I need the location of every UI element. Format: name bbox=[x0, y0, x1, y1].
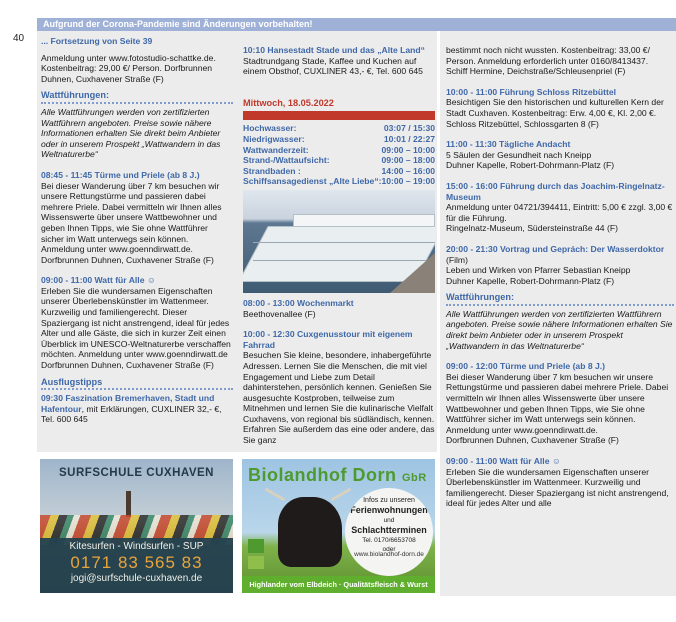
event-text: Erleben Sie die wundersamen Eigenschaften unserer Überlebenskünstler im Wattenmeer. Kurzweilig und familiengerecht. Dieser Spaziergang ist nicht anstrengend, ideal für jedes Alter und alle bbox=[446, 466, 669, 509]
ad-bio-title: Biolandhof Dorn GbR bbox=[248, 465, 427, 485]
tide-row bbox=[243, 145, 435, 156]
tide-row bbox=[243, 134, 435, 145]
tide-label: Niedrigwasser: bbox=[243, 133, 305, 144]
event-text: Besuchen Sie kleine, besondere, inhabergeführte Adressen. Lernen Sie die Menschen, die mit viel Engagement und Liebe zum Detail dahinterstehen, persönlich kennen. Genießen Sie ausgesuchte Kostproben, teilweise zum Mitnehmen und lernen Sie die kulinarische Vielfalt Cuxhavens, von regional bis südländisch, kennen. Erfahren Sie außerdem das eine oder andere, das Sie ganz bbox=[243, 350, 435, 446]
event-text: Leben und Wirken von Pfarrer Sebastian Kneipp bbox=[446, 265, 631, 276]
page-number: 40 bbox=[13, 33, 25, 44]
event-item bbox=[446, 244, 674, 265]
event-text: Besichtigen Sie den historischen und kulturellen Kern der Stadt Cuxhaven. Kostenbeitrag: Erw. 4,00 €, Kl. 2,00 €. bbox=[446, 97, 664, 118]
tide-value: 14:00 – 16:00 bbox=[381, 165, 435, 176]
continued-heading: ... Fortsetzung von Seite 39 bbox=[41, 36, 153, 46]
event-place: Beethovenallee (F) bbox=[243, 308, 316, 319]
circle-text: und bbox=[383, 517, 395, 524]
section-header-wattfuehrungen: Wattführungen: bbox=[41, 90, 233, 104]
column-3 bbox=[446, 45, 674, 509]
event-title: 08:00 - 13:00 Wochenmarkt bbox=[243, 297, 354, 308]
event-text: Anmeldung unter 04721/394411, Eintritt: 5,00 € zzgl. 3,00 € für die Führung. bbox=[446, 202, 673, 223]
circle-phone: Tel. 0170/6653708 bbox=[362, 537, 416, 544]
event-place: Schloss Ritzebüttel, Schlossgarten 8 (F) bbox=[446, 118, 599, 129]
ad-biolandhof[interactable] bbox=[242, 459, 435, 593]
tide-label: Schiffsansagedienst „Alte Liebe“: bbox=[243, 176, 382, 187]
event-title: 10:00 - 12:30 Cuxgenusstour mit eigenem Fahrrad bbox=[243, 329, 413, 350]
column-2 bbox=[243, 45, 435, 446]
event-place: Dorfbrunnen Duhnen, Cuxhavener Straße (F) bbox=[446, 435, 619, 446]
event-place: Schiff Hermine, Deichstraße/Schleusenpriel (F) bbox=[446, 66, 626, 77]
section-header-wattfuehrungen: Wattführungen: bbox=[446, 292, 674, 306]
event-title: 10:00 - 11:00 Führung Schloss Ritzebüttel bbox=[446, 86, 617, 97]
tide-table bbox=[243, 123, 435, 187]
tide-value: 10:01 / 22:27 bbox=[383, 133, 435, 144]
section-header-ausflugstipps: Ausflugstipps bbox=[41, 377, 233, 391]
event-place: Duhner Kapelle, Robert-Dohrmann-Platz (F) bbox=[446, 275, 615, 286]
ad-bio-url: www.biolandhof-dorn.de bbox=[354, 551, 424, 558]
event-place: Dorfbrunnen Duhnen, Cuxhavener Straße (F) bbox=[41, 360, 214, 371]
pier-rail bbox=[253, 242, 435, 243]
tide-row bbox=[243, 166, 435, 177]
event-title: 10:10 Hansestadt Stade und das „Alte Land“ bbox=[243, 45, 425, 55]
corona-banner: Aufgrund der Corona-Pandemie sind Änderungen vorbehalten! bbox=[37, 18, 676, 31]
pier-lower-deck bbox=[243, 226, 435, 282]
ad-surf-services: Kitesurfen - Windsurfen - SUP bbox=[69, 541, 204, 552]
watt-intro: Alle Wattführungen werden von zertifizierten Wattführern angeboten. Preise sowie nähere Informationen erhalten Sie direkt beim Anbieter oder in unserem Prospekt „Wattwandern in das Weltnaturerbe“ bbox=[446, 308, 673, 351]
date-divider-bar bbox=[243, 111, 435, 120]
ad-bio-info-circle bbox=[345, 488, 433, 576]
event-text: , mit Erklärungen, CUXLINER 32,- €, Tel. 600 645 bbox=[41, 403, 222, 425]
event-title: 20:00 - 21:30 Vortrag und Geprách: Der Wasserdoktor bbox=[446, 243, 665, 254]
tide-row bbox=[243, 176, 435, 187]
pier-photo bbox=[243, 190, 435, 293]
circle-text: oder bbox=[382, 546, 396, 553]
watt-intro: Alle Wattführungen werden von zertifizierten Wattführern angeboten. Preise sowie nähere Informationen erhalten Sie direkt beim Anbieter oder in unserem Prospekt „Wattwandern in das Weltnaturerbe“ bbox=[41, 106, 221, 160]
circle-text: Schlachtterminen bbox=[351, 525, 427, 535]
ad-surfschule[interactable] bbox=[40, 459, 233, 593]
tide-row bbox=[243, 123, 435, 134]
bioland-logo bbox=[248, 539, 264, 553]
event-title: 09:00 - 11:00 Watt für Alle ☺ bbox=[41, 275, 156, 286]
event-text: Stadtrundgang Stade, Kaffee und Kuchen auf einem Obsthof, CUXLINER 43,- €, Tel. 600 645 bbox=[243, 55, 423, 77]
circle-text: Infos zu unseren bbox=[363, 497, 415, 504]
circle-text: Ferienwohnungen bbox=[350, 505, 428, 515]
eu-bio-logo bbox=[248, 556, 264, 569]
tide-label: Strandbaden : bbox=[243, 165, 301, 176]
event-title: 11:00 - 11:30 Tägliche Andacht bbox=[446, 139, 571, 150]
event-place: Duhner Kapelle, Robert-Dohrmann-Platz (F) bbox=[446, 160, 615, 171]
ad-surf-email: jogi@surfschule-cuxhaven.de bbox=[70, 573, 203, 584]
tide-label: Strand-/Wattaufsicht: bbox=[243, 155, 330, 166]
event-item bbox=[41, 393, 233, 425]
highland-cow-graphic bbox=[278, 497, 342, 567]
event-text: Erleben Sie die wundersamen Eigenschaften unserer Überlebenskünstler im Wattenmeer. Kurzweilig und familiengerecht. Dieser Spaziergang ist nicht anstrengend, ideal für jedes Alter und alle Gäste, die sich in kurzer Zeit einen Überblick im UNESCO-Weltnaturerbe verschaffen möchten. Anmeldung unter www.goenndirwatt.de bbox=[41, 285, 231, 360]
pier-rail bbox=[253, 260, 435, 261]
event-title: 09:00 - 12:00 Türme und Priele (ab 8 J.) bbox=[446, 361, 606, 372]
column-1 bbox=[41, 36, 233, 425]
date-heading: Mittwoch, 18.05.2022 bbox=[243, 97, 334, 108]
tide-value: 03:07 / 15:30 bbox=[383, 123, 435, 134]
tide-row bbox=[243, 155, 435, 166]
event-suffix: (Film) bbox=[446, 254, 468, 265]
event-place: Ringelnatz-Museum, Südersteinstraße 44 (F) bbox=[446, 223, 618, 234]
ad-bio-tagline: Highlander vom Elbdeich · Qualitätsfleisch & Wurst bbox=[242, 576, 435, 593]
tide-value: 09:00 – 18:00 bbox=[381, 155, 435, 166]
tide-label: Wattwanderzeit: bbox=[243, 144, 309, 155]
event-text: Bei dieser Wanderung über 7 km besuchen wir unsere Rettungstürme und passieren dabei mehrere Priele. Dabei vermitteln wir Ihnen alles Wissenswerte über unsere Wattbewohner und geben Ihnen Tipps, wie Sie ohne Wattführer sicher im Watt unterwegs sein können. Anmeldung unter www.goenndirwatt.de. bbox=[446, 371, 669, 435]
church-tower-graphic bbox=[126, 491, 131, 517]
cow-horn-graphic bbox=[265, 488, 286, 502]
tide-value: 10:00 – 19:00 bbox=[381, 176, 435, 187]
ad-surf-phone: 0171 83 565 83 bbox=[70, 553, 203, 572]
event-title: 09:30 Faszination Bremerhaven, Stadt und Hafentour bbox=[41, 393, 215, 414]
event-title: 08:45 - 11:45 Türme und Priele (ab 8 J.) bbox=[41, 169, 200, 180]
cow-horn-graphic bbox=[331, 488, 352, 502]
event-title: 09:00 - 11:00 Watt für Alle ☺ bbox=[446, 456, 561, 466]
event-text: bestimmt noch nicht wussten. Kostenbeitrag: 33,00 €/ Person. Anmeldung erforderlich unter 0160/8413437. bbox=[446, 45, 650, 66]
event-place: Dorfbrunnen Duhnen, Cuxhavener Straße (F) bbox=[41, 254, 214, 265]
tide-label: Hochwasser: bbox=[243, 123, 297, 134]
event-text: Bei dieser Wanderung über 7 km besuchen wir unsere Rettungstürme und passieren dabei mehrere Priele. Dabei vermitteln wir Ihnen alles Wissenswerte über unsere Wattbewohner und geben Ihnen Tipps, wie Sie ohne Wattführer sicher im Watt unterwegs sein können. Anmeldung unter www.goenndirwatt.de. bbox=[41, 180, 222, 255]
tide-value: 09:00 – 10:00 bbox=[381, 144, 435, 155]
event-text: 5 Säulen der Gesundheit nach Kneipp bbox=[446, 149, 592, 160]
continued-text: Anmeldung unter www.fotostudio-schattke.de. Kostenbeitrag: 29,00 €/ Person. Dorfbrunnen Duhnen, Cuxhavener Straße (F) bbox=[41, 52, 216, 84]
event-title: 15:00 - 16:00 Führung durch das Joachim-Ringelnatz-Museum bbox=[446, 180, 665, 202]
ad-surf-title: SURFSCHULE CUXHAVEN bbox=[59, 467, 214, 479]
